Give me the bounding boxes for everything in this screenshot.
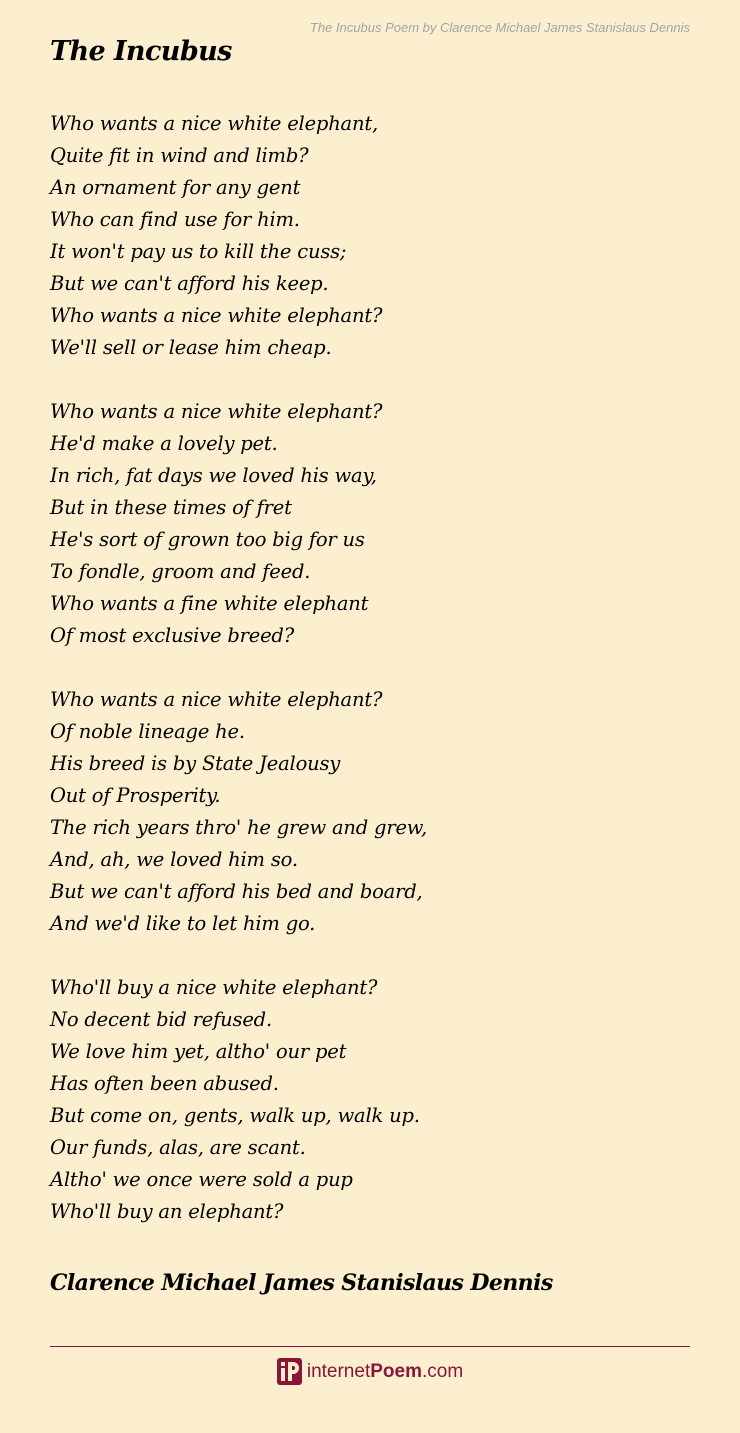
poem-line: Who wants a nice white elephant? bbox=[50, 688, 383, 711]
poem-line: He's sort of grown too big for us bbox=[50, 528, 365, 551]
poem-line: Who'll buy an elephant? bbox=[50, 1200, 284, 1223]
poem-title: The Incubus bbox=[50, 36, 232, 67]
footer-divider bbox=[50, 1346, 690, 1347]
poem-line: And we'd like to let him go. bbox=[50, 912, 316, 935]
poem-line: Who'll buy a nice white elephant? bbox=[50, 976, 378, 999]
poem-line: Out of Prosperity. bbox=[50, 784, 221, 807]
poem-author: Clarence Michael James Stanislaus Dennis bbox=[50, 1270, 553, 1296]
poem-line: And, ah, we loved him so. bbox=[50, 848, 298, 871]
poem-line: Quite fit in wind and limb? bbox=[50, 144, 309, 167]
logo-wordmark bbox=[307, 1361, 463, 1383]
logo-bold: Poem bbox=[370, 1360, 422, 1382]
poem-line: But we can't afford his keep. bbox=[50, 272, 329, 295]
ip-logo-icon bbox=[277, 1358, 302, 1385]
stanza bbox=[50, 684, 690, 940]
poem-line: Who wants a fine white elephant bbox=[50, 592, 369, 615]
poem-line: He'd make a lovely pet. bbox=[50, 432, 278, 455]
poem-line: Has often been abused. bbox=[50, 1072, 279, 1095]
stanza bbox=[50, 108, 690, 364]
poem-line: Who can find use for him. bbox=[50, 208, 300, 231]
poem-line: But in these times of fret bbox=[50, 496, 292, 519]
poem-line: Of most exclusive breed? bbox=[50, 624, 294, 647]
poem-line: It won't pay us to kill the cuss; bbox=[50, 240, 347, 263]
poem-line: But we can't afford his bed and board, bbox=[50, 880, 423, 903]
poem-line: To fondle, groom and feed. bbox=[50, 560, 311, 583]
poem-line: In rich, fat days we loved his way, bbox=[50, 464, 377, 487]
poem-line: We love him yet, altho' our pet bbox=[50, 1040, 347, 1063]
poem-line: No decent bid refused. bbox=[50, 1008, 272, 1031]
stanza bbox=[50, 396, 690, 652]
poem-line: His breed is by State Jealousy bbox=[50, 752, 341, 775]
poem-line: Altho' we once were sold a pup bbox=[50, 1168, 353, 1191]
logo-suffix: .com bbox=[421, 1360, 464, 1382]
page-caption: The Incubus Poem by Clarence Michael James Stanislaus Dennis bbox=[309, 20, 690, 35]
site-logo[interactable] bbox=[0, 1358, 740, 1385]
stanza bbox=[50, 972, 690, 1228]
poem-line: Who wants a nice white elephant? bbox=[50, 400, 383, 423]
poem-line: An ornament for any gent bbox=[50, 176, 301, 199]
poem-line: Our funds, alas, are scant. bbox=[50, 1136, 306, 1159]
logo-prefix: internet bbox=[306, 1360, 371, 1382]
poem-line: The rich years thro' he grew and grew, bbox=[50, 816, 427, 839]
poem-line: But come on, gents, walk up, walk up. bbox=[50, 1104, 420, 1127]
poem-line: Of noble lineage he. bbox=[50, 720, 245, 743]
poem-line: Who wants a nice white elephant, bbox=[50, 112, 378, 135]
poem-line: Who wants a nice white elephant? bbox=[50, 304, 383, 327]
poem-line: We'll sell or lease him cheap. bbox=[50, 336, 332, 359]
poem-body bbox=[50, 108, 690, 1260]
